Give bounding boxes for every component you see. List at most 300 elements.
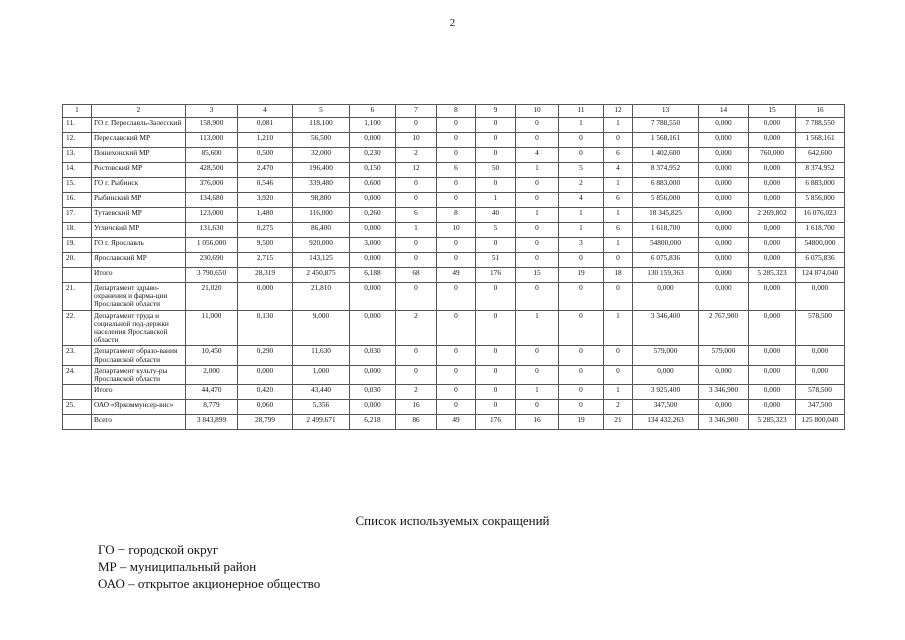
value-cell: 1 <box>559 208 604 223</box>
value-cell: 5,356 <box>293 400 350 415</box>
abbreviation-item: ГО − городской округ <box>98 542 219 557</box>
value-cell: 1 <box>604 178 633 193</box>
value-cell: 2,470 <box>238 163 293 178</box>
value-cell: 8 374,952 <box>633 163 699 178</box>
row-number-cell: 24. <box>63 365 92 384</box>
value-cell: 19 <box>559 268 604 283</box>
row-name-cell: Департамент образо-вания Ярославской области <box>92 346 186 365</box>
value-cell: 5 <box>559 163 604 178</box>
value-cell: 8 <box>437 208 476 223</box>
value-cell: 0,000 <box>699 268 749 283</box>
value-cell: 0 <box>516 253 559 268</box>
row-name-cell: ГО г. Переславль-Залесский <box>92 118 186 133</box>
table-row <box>63 346 845 365</box>
row-name-cell: Департамент труда и социальной под-держки населения Ярославской области <box>92 310 186 346</box>
value-cell: 0,060 <box>238 400 293 415</box>
value-cell: 28,319 <box>238 268 293 283</box>
value-cell: 3 790,650 <box>186 268 238 283</box>
value-cell: 86 <box>396 415 437 430</box>
value-cell: 0,000 <box>699 178 749 193</box>
value-cell: 7 788,550 <box>633 118 699 133</box>
value-cell: 0,000 <box>749 238 796 253</box>
value-cell: 579,000 <box>699 346 749 365</box>
value-cell: 32,000 <box>293 148 350 163</box>
value-cell: 0,000 <box>350 193 396 208</box>
value-cell: 0,000 <box>749 346 796 365</box>
value-cell: 50 <box>476 163 516 178</box>
value-cell: 9,000 <box>293 310 350 346</box>
value-cell: 0,000 <box>350 310 396 346</box>
value-cell: 4 <box>604 163 633 178</box>
row-number-cell: 18. <box>63 223 92 238</box>
value-cell: 0,000 <box>749 400 796 415</box>
value-cell: 176 <box>476 415 516 430</box>
value-cell: 0,000 <box>350 283 396 311</box>
value-cell: 0 <box>396 283 437 311</box>
value-cell: 0 <box>396 238 437 253</box>
table-row <box>63 310 845 346</box>
value-cell: 0,000 <box>350 133 396 148</box>
value-cell: 0,000 <box>350 400 396 415</box>
value-cell: 0,000 <box>699 283 749 311</box>
column-header: 5 <box>293 105 350 118</box>
value-cell: 0 <box>516 178 559 193</box>
row-number-cell: 15. <box>63 178 92 193</box>
value-cell: 0,290 <box>238 346 293 365</box>
row-number-cell: 21. <box>63 283 92 311</box>
value-cell: 0 <box>476 178 516 193</box>
value-cell: 10,450 <box>186 346 238 365</box>
value-cell: 1 <box>604 238 633 253</box>
value-cell: 0,000 <box>699 163 749 178</box>
value-cell: 0 <box>437 253 476 268</box>
row-number-cell: 11. <box>63 118 92 133</box>
value-cell: 2 <box>604 400 633 415</box>
value-cell: 0 <box>559 133 604 148</box>
table-row <box>63 415 845 430</box>
value-cell: 0 <box>516 283 559 311</box>
value-cell: 0,000 <box>699 208 749 223</box>
value-cell: 0,000 <box>699 118 749 133</box>
table-row <box>63 385 845 400</box>
table-row <box>63 283 845 311</box>
abbreviation-item: ОАО – открытое акционерное общество <box>98 576 321 591</box>
value-cell: 0,000 <box>633 283 699 311</box>
row-number-cell: 16. <box>63 193 92 208</box>
value-cell: 49 <box>437 268 476 283</box>
value-cell: 0 <box>437 133 476 148</box>
value-cell: 6 883,000 <box>633 178 699 193</box>
value-cell: 0 <box>437 148 476 163</box>
column-header: 12 <box>604 105 633 118</box>
value-cell: 1 <box>516 385 559 400</box>
table-row <box>63 133 845 148</box>
value-cell: 130 159,363 <box>633 268 699 283</box>
value-cell: 44,470 <box>186 385 238 400</box>
value-cell: 0,150 <box>350 163 396 178</box>
value-cell: 0,000 <box>749 223 796 238</box>
value-cell: 6,218 <box>350 415 396 430</box>
value-cell: 0,000 <box>749 365 796 384</box>
row-name-cell: Рыбинский МР <box>92 193 186 208</box>
abbreviations-list <box>98 541 320 592</box>
column-header: 3 <box>186 105 238 118</box>
value-cell: 0 <box>437 400 476 415</box>
value-cell: 0 <box>559 385 604 400</box>
value-cell: 0,030 <box>350 385 396 400</box>
value-cell: 19 <box>559 415 604 430</box>
value-cell: 2 <box>396 310 437 346</box>
value-cell: 113,000 <box>186 133 238 148</box>
column-header: 9 <box>476 105 516 118</box>
value-cell: 0,000 <box>749 283 796 311</box>
table-header-row <box>63 105 845 118</box>
column-header: 1 <box>63 105 92 118</box>
row-name-cell: Угличский МР <box>92 223 186 238</box>
value-cell: 68 <box>396 268 437 283</box>
value-cell: 0 <box>604 253 633 268</box>
value-cell: 143,125 <box>293 253 350 268</box>
row-name-cell: ГО г. Ярославль <box>92 238 186 253</box>
column-header: 10 <box>516 105 559 118</box>
row-number-cell <box>63 415 92 430</box>
value-cell: 0 <box>516 346 559 365</box>
table-row <box>63 365 845 384</box>
value-cell: 339,480 <box>293 178 350 193</box>
value-cell: 7 788,550 <box>796 118 845 133</box>
value-cell: 0,000 <box>699 400 749 415</box>
value-cell: 0,081 <box>238 118 293 133</box>
value-cell: 1 056,000 <box>186 238 238 253</box>
value-cell: 2 <box>396 148 437 163</box>
value-cell: 6 <box>604 223 633 238</box>
value-cell: 134 432,263 <box>633 415 699 430</box>
value-cell: 0 <box>559 400 604 415</box>
value-cell: 11,000 <box>186 310 238 346</box>
row-number-cell: 13. <box>63 148 92 163</box>
value-cell: 8,779 <box>186 400 238 415</box>
value-cell: 6 <box>396 208 437 223</box>
row-name-cell: ГО г. Рыбинск <box>92 178 186 193</box>
row-name-cell: Департамент здраво-охранения и фарма-ции Ярославской области <box>92 283 186 311</box>
value-cell: 0 <box>396 346 437 365</box>
value-cell: 1 618,700 <box>633 223 699 238</box>
value-cell: 0 <box>604 365 633 384</box>
value-cell: 18 <box>604 268 633 283</box>
row-name-cell: ОАО «Яркоммунсер-вис» <box>92 400 186 415</box>
value-cell: 3 925,400 <box>633 385 699 400</box>
value-cell: 131,630 <box>186 223 238 238</box>
value-cell: 2 269,802 <box>749 208 796 223</box>
value-cell: 5 <box>476 223 516 238</box>
value-cell: 0 <box>516 133 559 148</box>
value-cell: 21,020 <box>186 283 238 311</box>
value-cell: 2 450,875 <box>293 268 350 283</box>
value-cell: 1,480 <box>238 208 293 223</box>
row-number-cell: 17. <box>63 208 92 223</box>
value-cell: 0 <box>516 118 559 133</box>
table-row <box>63 253 845 268</box>
table-row <box>63 148 845 163</box>
value-cell: 0 <box>437 346 476 365</box>
value-cell: 0 <box>559 310 604 346</box>
value-cell: 6 883,000 <box>796 178 845 193</box>
value-cell: 118,100 <box>293 118 350 133</box>
value-cell: 578,500 <box>796 310 845 346</box>
value-cell: 0 <box>604 346 633 365</box>
value-cell: 230,690 <box>186 253 238 268</box>
value-cell: 1 <box>559 223 604 238</box>
value-cell: 2 767,900 <box>699 310 749 346</box>
value-cell: 3,000 <box>350 238 396 253</box>
value-cell: 11,630 <box>293 346 350 365</box>
value-cell: 9,500 <box>238 238 293 253</box>
row-number-cell: 22. <box>63 310 92 346</box>
column-header: 13 <box>633 105 699 118</box>
value-cell: 0 <box>437 310 476 346</box>
value-cell: 0 <box>437 385 476 400</box>
value-cell: 86,400 <box>293 223 350 238</box>
value-cell: 0 <box>516 223 559 238</box>
value-cell: 16 <box>516 415 559 430</box>
value-cell: 176 <box>476 268 516 283</box>
value-cell: 16 <box>396 400 437 415</box>
table-row <box>63 400 845 415</box>
value-cell: 0,000 <box>749 385 796 400</box>
value-cell: 347,500 <box>633 400 699 415</box>
row-number-cell: 25. <box>63 400 92 415</box>
value-cell: 98,800 <box>293 193 350 208</box>
value-cell: 0 <box>437 238 476 253</box>
value-cell: 49 <box>437 415 476 430</box>
column-header: 7 <box>396 105 437 118</box>
value-cell: 1,000 <box>293 365 350 384</box>
value-cell: 1 <box>476 193 516 208</box>
value-cell: 0 <box>476 385 516 400</box>
value-cell: 43,440 <box>293 385 350 400</box>
table-row <box>63 193 845 208</box>
value-cell: 3 346,900 <box>699 415 749 430</box>
value-cell: 0,000 <box>699 148 749 163</box>
value-cell: 1 <box>604 208 633 223</box>
value-cell: 3 346,400 <box>633 310 699 346</box>
row-name-cell: Пошехонский МР <box>92 148 186 163</box>
value-cell: 0 <box>559 365 604 384</box>
value-cell: 0,000 <box>699 223 749 238</box>
abbreviations-title: Список используемых сокращений <box>355 513 550 528</box>
column-header: 4 <box>238 105 293 118</box>
value-cell: 1 <box>604 118 633 133</box>
value-cell: 5 856,000 <box>633 193 699 208</box>
row-number-cell <box>63 385 92 400</box>
value-cell: 0,230 <box>350 148 396 163</box>
value-cell: 1,210 <box>238 133 293 148</box>
value-cell: 0 <box>559 253 604 268</box>
table-row <box>63 163 845 178</box>
value-cell: 0 <box>516 400 559 415</box>
value-cell: 376,000 <box>186 178 238 193</box>
value-cell: 16 076,023 <box>796 208 845 223</box>
value-cell: 0,000 <box>350 223 396 238</box>
column-header: 15 <box>749 105 796 118</box>
value-cell: 0,000 <box>749 118 796 133</box>
value-cell: 1 568,161 <box>796 133 845 148</box>
value-cell: 21,810 <box>293 283 350 311</box>
value-cell: 0 <box>437 118 476 133</box>
value-cell: 0,000 <box>238 365 293 384</box>
value-cell: 116,000 <box>293 208 350 223</box>
value-cell: 3,920 <box>238 193 293 208</box>
value-cell: 0,000 <box>749 178 796 193</box>
value-cell: 196,400 <box>293 163 350 178</box>
value-cell: 1 <box>559 118 604 133</box>
column-header: 14 <box>699 105 749 118</box>
column-header: 6 <box>350 105 396 118</box>
value-cell: 579,000 <box>633 346 699 365</box>
value-cell: 0 <box>516 193 559 208</box>
value-cell: 4 <box>516 148 559 163</box>
value-cell: 0 <box>604 283 633 311</box>
value-cell: 124 874,040 <box>796 268 845 283</box>
value-cell: 56,500 <box>293 133 350 148</box>
value-cell: 0 <box>437 178 476 193</box>
row-name-cell: Итого <box>92 268 186 283</box>
value-cell: 0,000 <box>749 310 796 346</box>
value-cell: 0,000 <box>749 253 796 268</box>
value-cell: 1 402,600 <box>633 148 699 163</box>
value-cell: 123,000 <box>186 208 238 223</box>
row-number-cell: 23. <box>63 346 92 365</box>
value-cell: 0 <box>476 133 516 148</box>
value-cell: 0,000 <box>350 253 396 268</box>
value-cell: 21 <box>604 415 633 430</box>
value-cell: 1,100 <box>350 118 396 133</box>
value-cell: 0,546 <box>238 178 293 193</box>
data-table <box>62 104 845 430</box>
value-cell: 0 <box>559 346 604 365</box>
value-cell: 0,000 <box>796 346 845 365</box>
table-row <box>63 208 845 223</box>
column-header: 11 <box>559 105 604 118</box>
value-cell: 0 <box>516 365 559 384</box>
table-row <box>63 268 845 283</box>
value-cell: 54800,000 <box>796 238 845 253</box>
value-cell: 6 <box>604 148 633 163</box>
value-cell: 54800,000 <box>633 238 699 253</box>
value-cell: 0 <box>396 178 437 193</box>
value-cell: 3 843,899 <box>186 415 238 430</box>
value-cell: 1 618,700 <box>796 223 845 238</box>
value-cell: 10 <box>437 223 476 238</box>
table-row <box>63 118 845 133</box>
value-cell: 40 <box>476 208 516 223</box>
value-cell: 2,000 <box>186 365 238 384</box>
value-cell: 1 <box>516 163 559 178</box>
value-cell: 5 285,323 <box>749 268 796 283</box>
value-cell: 8 374,952 <box>796 163 845 178</box>
row-number-cell: 14. <box>63 163 92 178</box>
value-cell: 0,000 <box>796 283 845 311</box>
row-number-cell: 12. <box>63 133 92 148</box>
row-name-cell: Итого <box>92 385 186 400</box>
value-cell: 0 <box>437 193 476 208</box>
row-name-cell: Ярославский МР <box>92 253 186 268</box>
row-number-cell <box>63 268 92 283</box>
value-cell: 642,600 <box>796 148 845 163</box>
value-cell: 0 <box>396 193 437 208</box>
value-cell: 6 075,836 <box>796 253 845 268</box>
value-cell: 0 <box>476 148 516 163</box>
value-cell: 0 <box>437 365 476 384</box>
value-cell: 0,000 <box>350 365 396 384</box>
value-cell: 0,000 <box>749 193 796 208</box>
value-cell: 0 <box>396 253 437 268</box>
value-cell: 2 <box>396 385 437 400</box>
table-row <box>63 178 845 193</box>
value-cell: 0,420 <box>238 385 293 400</box>
value-cell: 18 345,825 <box>633 208 699 223</box>
value-cell: 0 <box>559 283 604 311</box>
value-cell: 1 <box>396 223 437 238</box>
data-table-container <box>62 104 844 430</box>
row-name-cell: Департамент культу-ры Ярославской области <box>92 365 186 384</box>
value-cell: 0,275 <box>238 223 293 238</box>
value-cell: 0,000 <box>749 163 796 178</box>
page-number: 2 <box>449 17 456 29</box>
value-cell: 134,680 <box>186 193 238 208</box>
value-cell: 0 <box>476 238 516 253</box>
abbreviation-item: МР – муниципальный район <box>98 559 257 574</box>
value-cell: 3 <box>559 238 604 253</box>
value-cell: 5 856,000 <box>796 193 845 208</box>
row-number-cell: 19. <box>63 238 92 253</box>
value-cell: 0,000 <box>633 365 699 384</box>
value-cell: 0,000 <box>699 238 749 253</box>
value-cell: 0,000 <box>699 253 749 268</box>
value-cell: 1 <box>604 310 633 346</box>
value-cell: 2 <box>559 178 604 193</box>
value-cell: 1 <box>604 385 633 400</box>
value-cell: 6 <box>604 193 633 208</box>
value-cell: 1 <box>516 310 559 346</box>
value-cell: 0,000 <box>699 133 749 148</box>
value-cell: 0 <box>476 400 516 415</box>
value-cell: 6 <box>437 163 476 178</box>
value-cell: 0 <box>476 310 516 346</box>
value-cell: 158,900 <box>186 118 238 133</box>
value-cell: 10 <box>396 133 437 148</box>
value-cell: 578,500 <box>796 385 845 400</box>
column-header: 8 <box>437 105 476 118</box>
value-cell: 0,000 <box>699 193 749 208</box>
value-cell: 0,030 <box>350 346 396 365</box>
value-cell: 85,600 <box>186 148 238 163</box>
value-cell: 0 <box>396 118 437 133</box>
value-cell: 28,799 <box>238 415 293 430</box>
value-cell: 0 <box>437 283 476 311</box>
value-cell: 0 <box>476 118 516 133</box>
value-cell: 760,000 <box>749 148 796 163</box>
row-number-cell: 20. <box>63 253 92 268</box>
row-name-cell: Тутаевский МР <box>92 208 186 223</box>
value-cell: 428,500 <box>186 163 238 178</box>
value-cell: 6,188 <box>350 268 396 283</box>
value-cell: 0,500 <box>238 148 293 163</box>
value-cell: 347,500 <box>796 400 845 415</box>
value-cell: 4 <box>559 193 604 208</box>
row-name-cell: Ростовский МР <box>92 163 186 178</box>
value-cell: 0 <box>604 133 633 148</box>
